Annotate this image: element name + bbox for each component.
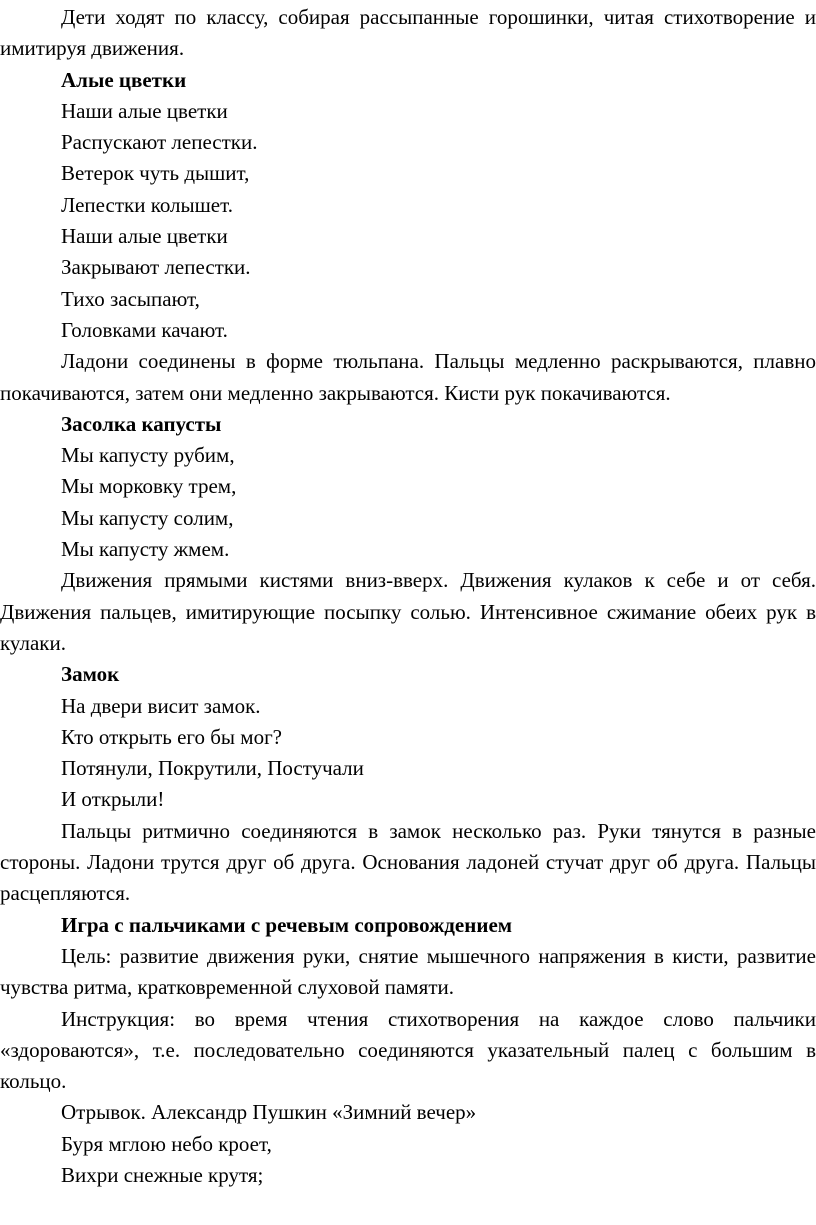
poem-line: Закрывают лепестки. (61, 255, 251, 280)
poem-line: Распускают лепестки. (61, 130, 258, 155)
instruction-paragraph: Движения прямыми кистями вниз-вверх. Движения кулаков к себе и от себя. Движения пальцев, имитирующие посыпку солью. Интенсивное сжимание обеих рук в кулаки. (0, 568, 816, 655)
excerpt-title: Отрывок. Александр Пушкин «Зимний вечер» (61, 1100, 477, 1125)
goal-paragraph: Цель: развитие движения руки, снятие мышечного напряжения в кисти, развитие чувства ритма, кратковременной слуховой памяти. (0, 943, 816, 1000)
poem-line: Мы капусту солим, (61, 505, 234, 530)
poem-line: И открыли! (61, 787, 165, 812)
poem-line: Наши алые цветки (61, 98, 228, 123)
poem-line: Кто открыть его бы мог? (61, 724, 283, 749)
instruction-paragraph: Пальцы ритмично соединяются в замок несколько раз. Руки тянутся в разные стороны. Ладони трутся друг об друга. Основания ладоней стучат друг об друга. Пальцы расцепляются. (0, 818, 816, 906)
poem-line: Потянули, Покрутили, Постучали (61, 756, 364, 781)
poem-line: Буря мглою небо кроет, (61, 1131, 272, 1156)
intro-paragraph: Дети ходят по классу, собирая рассыпанные горошинки, читая стихотворение и имитируя движения. (0, 5, 816, 61)
poem-line: Головками качают. (61, 317, 228, 342)
poem-line: Тихо засыпают, (61, 286, 200, 311)
poem-line: Мы морковку трем, (61, 474, 237, 499)
section-heading-zasolka-kapusty: Засолка капусты (61, 411, 222, 436)
poem-line: На двери висит замок. (61, 693, 261, 718)
poem-line: Мы капусту рубим, (61, 443, 235, 468)
poem-line: Лепестки колышет. (61, 192, 233, 217)
section-heading-zamok: Замок (61, 662, 120, 687)
section-heading-alye-tsvetki: Алые цветки (61, 67, 187, 92)
section-heading-igra-s-palchikami: Игра с пальчиками с речевым сопровождением (61, 912, 513, 937)
poem-line: Наши алые цветки (61, 224, 228, 249)
instruction-paragraph: Ладони соединены в форме тюльпана. Пальцы медленно раскрываются, плавно покачиваются, затем они медленно закрываются. Кисти рук покачиваются. (0, 349, 816, 405)
poem-line: Вихри снежные крутя; (61, 1162, 264, 1187)
poem-line: Ветерок чуть дышит, (61, 161, 250, 186)
poem-line: Мы капусту жмем. (61, 537, 230, 562)
instruction-paragraph: Инструкция: во время чтения стихотворения на каждое слово пальчики «здороваются», т.е. последовательно соединяются указательный палец с большим в кольцо. (0, 1006, 816, 1094)
